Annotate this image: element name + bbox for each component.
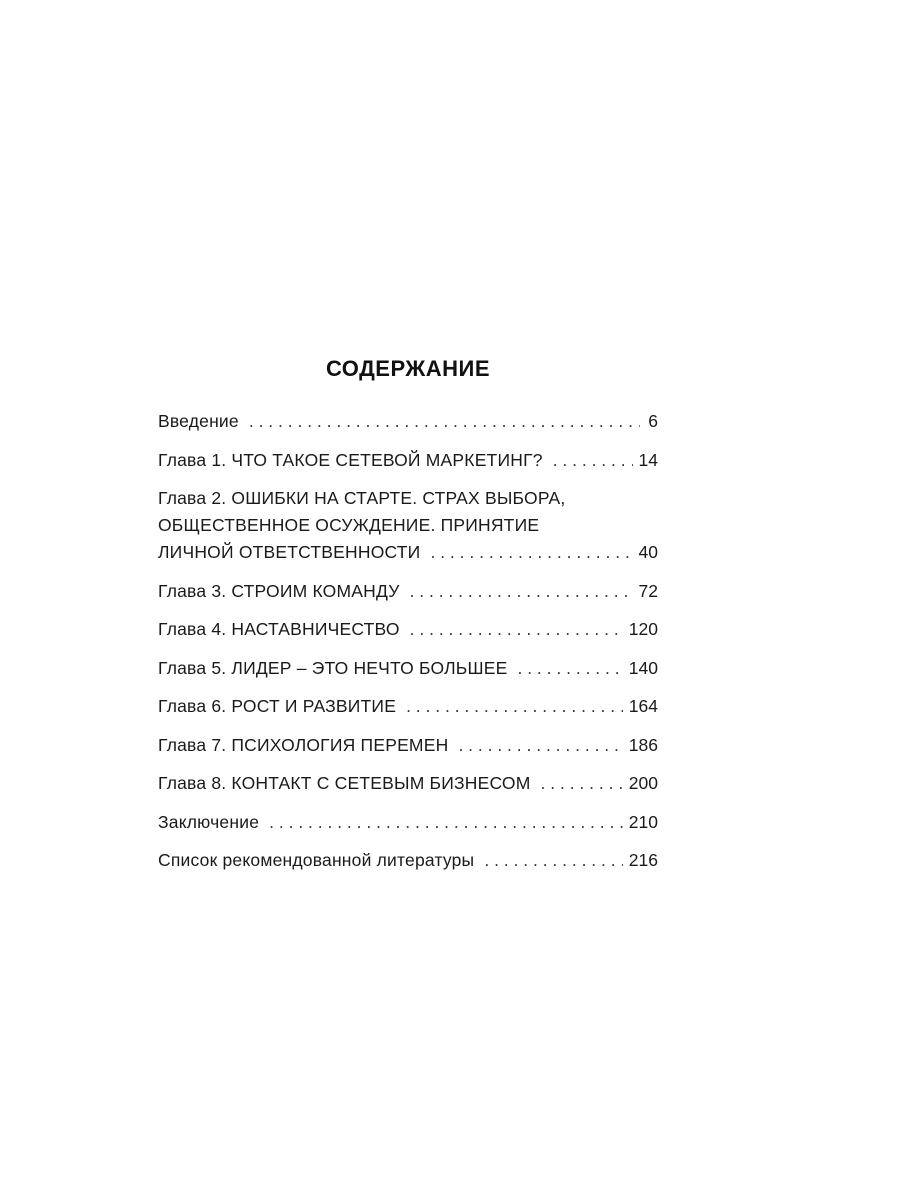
toc-page-number: 120	[628, 619, 658, 639]
toc-entry-title: Заключение	[158, 811, 260, 832]
toc-entry-conclusion[interactable]	[158, 809, 658, 836]
toc-line	[158, 485, 658, 512]
toc-entry-chapter-8[interactable]	[158, 770, 658, 797]
toc-page-number: 140	[628, 657, 658, 678]
toc-entry-title: Глава 3. СТРОИМ КОМАНДУ	[158, 580, 400, 601]
toc-line	[158, 539, 658, 566]
toc-leader-dots	[458, 732, 622, 759]
toc-page-number: 216	[628, 850, 658, 870]
toc-line	[158, 447, 658, 474]
toc-entry-chapter-2[interactable]	[158, 485, 658, 566]
toc-leader-dots	[541, 770, 623, 797]
toc-entry-title: Глава 6. РОСТ И РАЗВИТИЕ	[158, 696, 397, 716]
toc-entry-bibliography[interactable]	[158, 847, 658, 874]
toc-leader-dots	[553, 447, 633, 474]
toc-leader-dots	[410, 578, 633, 605]
toc-line	[158, 847, 658, 874]
toc-leader-dots	[410, 616, 623, 643]
toc-entry-chapter-1[interactable]	[158, 447, 658, 474]
toc-entry-title-line-1: Глава 2. ОШИБКИ НА СТАРТЕ. СТРАХ ВЫБОРА,	[158, 488, 566, 508]
toc-line	[158, 578, 658, 605]
toc-entry-title: Глава 7. ПСИХОЛОГИЯ ПЕРЕМЕН	[158, 734, 449, 755]
toc-title: СОДЕРЖАНИЕ	[325, 356, 491, 381]
toc-entry-chapter-4[interactable]	[158, 616, 658, 643]
toc-entry-chapter-7[interactable]	[158, 732, 658, 759]
toc-leader-dots	[430, 539, 632, 566]
toc-page-number: 14	[638, 449, 658, 470]
toc-entry-title: Список рекомендованной литературы	[158, 850, 475, 870]
toc-entry-title-line-3: ЛИЧНОЙ ОТВЕТСТВЕННОСТИ	[158, 542, 421, 562]
toc-entry-title: Глава 4. НАСТАВНИЧЕСТВО	[158, 619, 400, 639]
toc-page-number: 210	[628, 811, 658, 832]
toc-leader-dots	[249, 408, 640, 435]
toc-page-number: 200	[628, 773, 658, 793]
toc-line	[158, 693, 658, 720]
toc-leader-dots	[484, 847, 622, 874]
toc-leader-dots	[406, 693, 623, 720]
toc-entry-chapter-6[interactable]	[158, 693, 658, 720]
toc-page-number: 40	[638, 542, 658, 562]
toc-entry-title: Глава 8. КОНТАКТ С СЕТЕВЫМ БИЗНЕСОМ	[158, 773, 531, 793]
toc-entry-chapter-3[interactable]	[158, 578, 658, 605]
toc-page-number: 164	[628, 696, 658, 716]
toc-leader-dots	[517, 655, 622, 682]
toc-page-number: 72	[638, 580, 658, 601]
toc-line	[158, 655, 658, 682]
toc-line	[158, 408, 658, 435]
toc-entry-title: Введение	[158, 411, 239, 431]
table-of-contents	[158, 408, 658, 886]
toc-entry-title: Глава 1. ЧТО ТАКОЕ СЕТЕВОЙ МАРКЕТИНГ?	[158, 449, 543, 470]
toc-line	[158, 732, 658, 759]
toc-page-number: 186	[628, 734, 658, 755]
toc-line	[158, 770, 658, 797]
toc-entry-title-line-2: ОБЩЕСТВЕННОЕ ОСУЖДЕНИЕ. ПРИНЯТИЕ	[158, 515, 540, 535]
toc-line	[158, 512, 658, 539]
toc-line	[158, 616, 658, 643]
toc-leader-dots	[269, 809, 623, 836]
toc-entry-introduction[interactable]	[158, 408, 658, 435]
toc-page-number: 6	[648, 411, 658, 431]
toc-line	[158, 809, 658, 836]
toc-entry-chapter-5[interactable]	[158, 655, 658, 682]
toc-entry-title: Глава 5. ЛИДЕР – ЭТО НЕЧТО БОЛЬШЕЕ	[158, 657, 508, 678]
